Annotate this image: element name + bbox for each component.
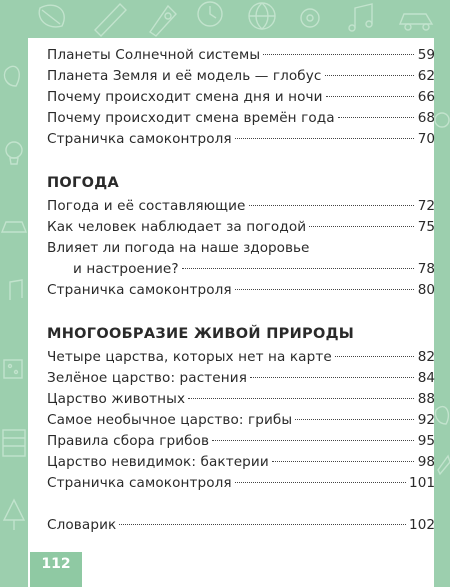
- toc-entry-page: 98: [417, 454, 435, 470]
- right-leaf-icon: [435, 407, 448, 424]
- toc-entry-page: 102: [409, 517, 435, 533]
- left-leaf-icon: [4, 66, 19, 86]
- toc-entry[interactable]: [47, 347, 435, 368]
- section-title: ПОГОДА: [47, 175, 119, 191]
- page-number-badge: 112: [30, 552, 82, 587]
- toc-leader-dots: [309, 226, 414, 227]
- toc-leader-dots: [182, 268, 414, 269]
- toc-entry-label: Зелёное царство: растения: [47, 370, 247, 386]
- toc-entry-page: 72: [417, 198, 435, 214]
- left-abacus-icon: [3, 430, 25, 456]
- toc-entry-page: 88: [417, 391, 435, 407]
- toc-leader-dots: [235, 289, 414, 290]
- toc-entry[interactable]: [47, 431, 435, 452]
- toc-entry-label: Страничка самоконтроля: [47, 131, 232, 147]
- toc-entry[interactable]: [47, 238, 435, 280]
- toc-entry-label: Царство животных: [47, 391, 186, 407]
- right-rocket-icon: [438, 456, 450, 474]
- left-music-icon: [10, 280, 22, 300]
- toc-entry-label: Планета Земля и её модель — глобус: [47, 68, 322, 84]
- right-gear-icon: [435, 113, 449, 127]
- clock-icon: [198, 2, 222, 26]
- toc-section-nature: [47, 323, 435, 494]
- left-dice-icon: [4, 360, 22, 378]
- toc-leader-dots: [212, 440, 414, 441]
- toc-entry-label: Почему происходит смена дня и ночи: [47, 89, 323, 105]
- toc-entry-label: Царство невидимок: бактерии: [47, 454, 269, 470]
- toc-section-weather: [47, 172, 435, 301]
- toc-entry[interactable]: [47, 87, 435, 108]
- gear-icon: [301, 9, 319, 27]
- toc-entry-page: 95: [417, 433, 435, 449]
- toc-leader-dots: [326, 96, 414, 97]
- toc-entry-page: 70: [417, 131, 435, 147]
- toc-entry-label: Погода и её составляющие: [47, 198, 246, 214]
- toc-entry[interactable]: [47, 280, 435, 301]
- toc-leader-dots: [250, 377, 414, 378]
- globe-icon: [249, 3, 275, 29]
- toc-entry[interactable]: [47, 45, 435, 66]
- toc-entry-label: Словарик: [47, 517, 117, 533]
- toc-entry[interactable]: [47, 129, 435, 150]
- toc-entry-label: Самое необычное царство: грибы: [47, 412, 293, 428]
- toc-entry-label: Планеты Солнечной системы: [47, 47, 261, 63]
- toc-entry-page: 62: [417, 68, 435, 84]
- toc-entry[interactable]: [47, 196, 435, 217]
- toc-entry[interactable]: [47, 108, 435, 129]
- toc-entry-label: Правила сбора грибов: [47, 433, 210, 449]
- toc-entry-label: Почему происходит смена времён года: [47, 110, 335, 126]
- car-icon: [400, 14, 432, 30]
- toc-leader-dots: [235, 482, 406, 483]
- toc-leader-dots: [338, 117, 414, 118]
- spacer: [47, 494, 435, 515]
- toc-leader-dots: [188, 398, 414, 399]
- toc-entry-label: Страничка самоконтроля: [47, 282, 232, 298]
- toc-entry-label: Четыре царства, которых нет на карте: [47, 349, 332, 365]
- pencil-icon: [95, 4, 126, 36]
- toc-leader-dots: [335, 356, 414, 357]
- toc-entry-page: 101: [409, 475, 435, 491]
- toc-entry-line2: [47, 259, 435, 280]
- left-lightbulb-icon: [6, 142, 22, 164]
- toc-entry-page: 59: [417, 47, 435, 63]
- toc-entry[interactable]: [47, 217, 435, 238]
- toc-entry[interactable]: [47, 452, 435, 473]
- toc-entry-glossary[interactable]: [47, 515, 435, 536]
- table-of-contents: [47, 45, 435, 536]
- section-title: МНОГООБРАЗИЕ ЖИВОЙ ПРИРОДЫ: [47, 326, 355, 342]
- toc-leader-dots: [295, 419, 414, 420]
- toc-entry-page: 75: [417, 219, 435, 235]
- music-note-icon: [349, 4, 372, 31]
- toc-entry-page: 68: [417, 110, 435, 126]
- left-tree-icon: [4, 500, 24, 530]
- toc-entry-page: 92: [417, 412, 435, 428]
- rocket-icon: [150, 6, 176, 36]
- toc-leader-dots: [325, 75, 414, 76]
- toc-entry-label-line1: Влияет ли погода на наше здоровье: [47, 240, 310, 256]
- toc-entry-page: 82: [417, 349, 435, 365]
- leaf-icon: [39, 5, 64, 27]
- toc-entry-label: Страничка самоконтроля: [47, 475, 232, 491]
- toc-entry-label: Как человек наблюдает за погодой: [47, 219, 307, 235]
- left-car-icon: [2, 222, 26, 232]
- toc-leader-dots: [119, 524, 406, 525]
- toc-leader-dots: [272, 461, 414, 462]
- toc-entry-page: 66: [417, 89, 435, 105]
- toc-group-astronomy: [47, 45, 435, 150]
- toc-entry[interactable]: [47, 473, 435, 494]
- toc-entry[interactable]: [47, 66, 435, 87]
- toc-leader-dots: [263, 54, 414, 55]
- toc-entry-label-line2: и настроение?: [73, 261, 179, 277]
- toc-leader-dots: [235, 138, 414, 139]
- toc-entry-page: 80: [417, 282, 435, 298]
- toc-entry[interactable]: [47, 368, 435, 389]
- toc-leader-dots: [249, 205, 415, 206]
- toc-entry-page: 84: [417, 370, 435, 386]
- toc-entry[interactable]: [47, 410, 435, 431]
- toc-entry-page: 78: [417, 261, 435, 277]
- toc-entry[interactable]: [47, 389, 435, 410]
